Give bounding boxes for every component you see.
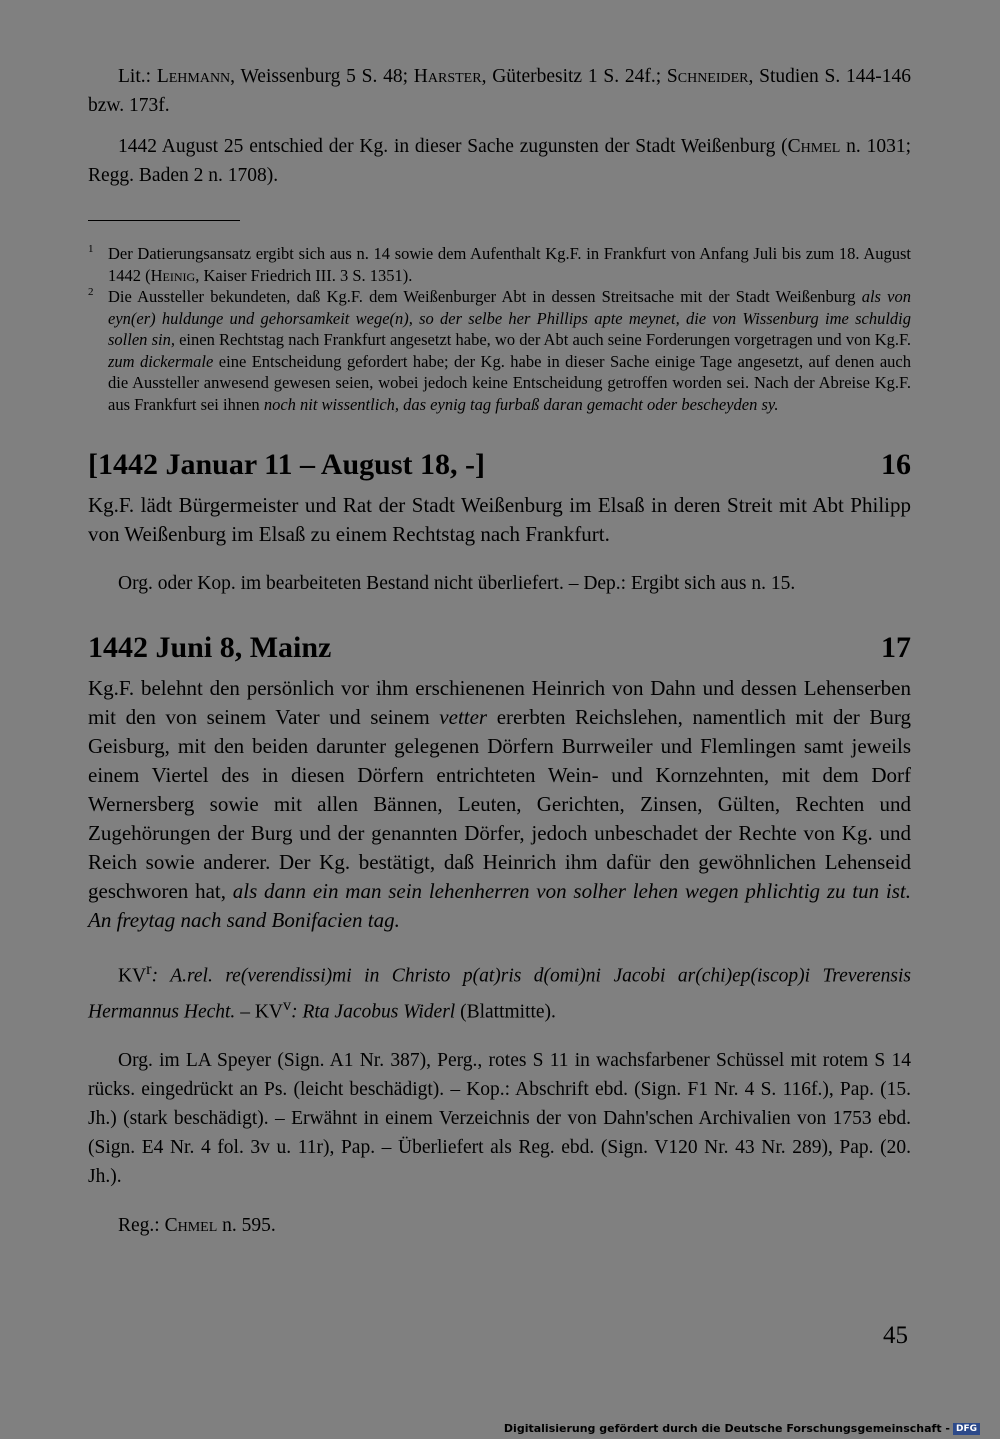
author-harster: Harster [413, 66, 482, 87]
footnote-text: Die Aussteller bekundeten, daß Kg.F. dem Weißenburger Abt in dessen Streitsache mit der Stadt Weißenburg [108, 287, 862, 306]
lit-text: , Güterbesitz 1 S. 24f.; [481, 66, 667, 87]
entry-number: 16 [881, 448, 911, 481]
footnote-text: eine Entscheidung gefordert habe; der Kg. habe in dieser Sache einige Tage angesetzt, auf denen auch die Aussteller anwesend gewesen seien, wobei jedoch keine Entscheidung getroffen worden sei. Nach der Abreise Kg.F. aus Frankfurt sei ihnen [108, 351, 912, 414]
regest-text: ererbten Reichslehen, namentlich mit der Burg Geisburg, mit den beiden darunter gelegenen Dörfern Burrweiler und Flemlingen samt jeweils einem Viertel des in diesen Dörfern entrichteten Wein- und Kornzehnten, mit dem Dorf Wernersberg sowie mit allen Bännen, Leuten, Gerichten, Zinsen, Gülten, Rechten und Zugehörungen der Burg und der genannten Dörfer, jedoch unbeschadet der Rechte von Kg. und Reich sowie anderer. Der Kg. bestätigt, daß Heinrich ihm dafür den gewöhnlichen Lehenseid geschworen hat, [88, 705, 912, 903]
footnote-1 [88, 243, 911, 286]
regest-text: Kg.F. belehnt den persönlich vor ihm erschienenen Heinrich von Dahn und dessen Lehenserben mit den von seinem Vater und seinem [88, 676, 911, 729]
author-lehmann: Lehmann [156, 66, 231, 87]
footnote-number: 2 [88, 286, 94, 298]
reg-prefix: Reg.: [118, 1215, 165, 1236]
dfg-logo: DFG [953, 1423, 980, 1435]
entry-17-source: Org. im LA Speyer (Sign. A1 Nr. 387), Perg., rotes S 11 in wachsfarbener Schüssel mit rotem S 14 rücks. eingedrückt an Ps. (leicht beschädigt). – Kop.: Abschrift ebd. (Sign. F1 Nr. 4 S. 116f.), Pap. (15. Jh.) (stark beschädigt). – Erwähnt in einem Verzeichnis der von Dahn'schen Archivalien von 1753 ebd. (Sign. E4 Nr. 4 fol. 3v u. 11r), Pap. – Überliefert als Reg. ebd. (Sign. V120 Nr. 43 Nr. 289), Pap. (20. Jh.). [88, 1050, 911, 1187]
digitization-credit [504, 1422, 980, 1435]
footnote-divider [88, 220, 240, 221]
entry-17-reg [88, 1211, 911, 1240]
footnote-number: 1 [88, 243, 94, 255]
kv-sup: r [146, 960, 152, 978]
entry-17-regest [88, 674, 911, 935]
footnote-text: , Kaiser Friedrich III. 3 S. 1351). [195, 265, 413, 285]
credit-text: Digitalisierung gefördert durch die Deutsche Forschungsgemeinschaft - [503, 1422, 950, 1435]
kv-sup: v [282, 995, 292, 1014]
kv-label: KV [118, 965, 147, 987]
entry-17-heading [88, 628, 911, 668]
author-chmel: Chmel [787, 136, 841, 157]
author-heinig: Heinig [150, 265, 196, 285]
lit-text: , Studien S. 144-146 bzw. 173f. [88, 66, 911, 116]
lit-prefix: Lit.: [118, 66, 157, 87]
kv-text: (Blattmitte). [455, 1001, 556, 1022]
entry-date: 1442 Juni 8, Mainz [88, 631, 332, 664]
entry-16-heading [88, 445, 911, 485]
footnote-text: einen Rechtstag nach Frankfurt angesetzt habe, wo der Abt auch seine Forderungen vorgetragen und von Kg.F. [174, 330, 911, 349]
note-text: 1442 August 25 entschied der Kg. in dieser Sache zugunsten der Stadt Weißenburg ( [118, 136, 788, 157]
footnote-quote: noch nit wissentlich, das eynig tag furbaß daran gemacht oder bescheyden sy. [263, 394, 779, 414]
decision-note [88, 132, 911, 190]
footnote-text: Der Datierungsansatz ergibt sich aus n. 14 sowie dem Aufenthalt Kg.F. in Frankfurt von Anfang Juli bis zum 18. August 1442 ( [108, 244, 911, 285]
author-chmel: Chmel [164, 1215, 218, 1236]
entry-17-kanzleivermerk [88, 955, 911, 1026]
page-body [88, 62, 911, 1240]
author-schneider: Schneider [666, 66, 749, 87]
note-text: n. 1031; Regg. Baden 2 n. 1708). [88, 136, 911, 186]
entry-date: [1442 Januar 11 – August 18, -] [88, 448, 486, 481]
page-number: 45 [883, 1322, 908, 1349]
kv-quote: : Rta Jacobus Widerl [291, 1001, 456, 1022]
footnote-quote: zum dickermale [108, 351, 214, 371]
regest-quote: vetter [439, 705, 488, 729]
footnote-2 [88, 286, 911, 415]
reg-text: n. 595. [217, 1215, 276, 1236]
kv-quote: : A.rel. re(verendissi)mi in Christo p(at)ris d(omi)ni Jacobi ar(chi)ep(iscop)i Treverensis Hermannus Hecht. [88, 965, 911, 1022]
entry-16-regest: Kg.F. lädt Bürgermeister und Rat der Stadt Weißenburg im Elsaß in deren Streit mit Abt Philipp von Weißenburg im Elsaß zu einem Rechtstag nach Frankfurt. [88, 493, 911, 546]
entry-16-source: Org. oder Kop. im bearbeiteten Bestand nicht überliefert. – Dep.: Ergibt sich aus n. 15. [118, 573, 796, 594]
lit-text: , Weissenburg 5 S. 48; [230, 66, 414, 87]
footnote-quote: als von eyn(er) huldunge und gehorsamkeit wege(n), so der selbe her Phillips apte meynet, die von Wissenburg ime schuldig sollen sin, [108, 287, 911, 349]
kv-label: – KV [235, 1001, 283, 1022]
literature-note [88, 62, 911, 120]
regest-quote: als dann ein man sein lehenherren von solher lehen wegen phlichtig zu tun ist. An freytag nach sand Bonifacien tag. [88, 879, 911, 932]
entry-number: 17 [881, 631, 911, 664]
